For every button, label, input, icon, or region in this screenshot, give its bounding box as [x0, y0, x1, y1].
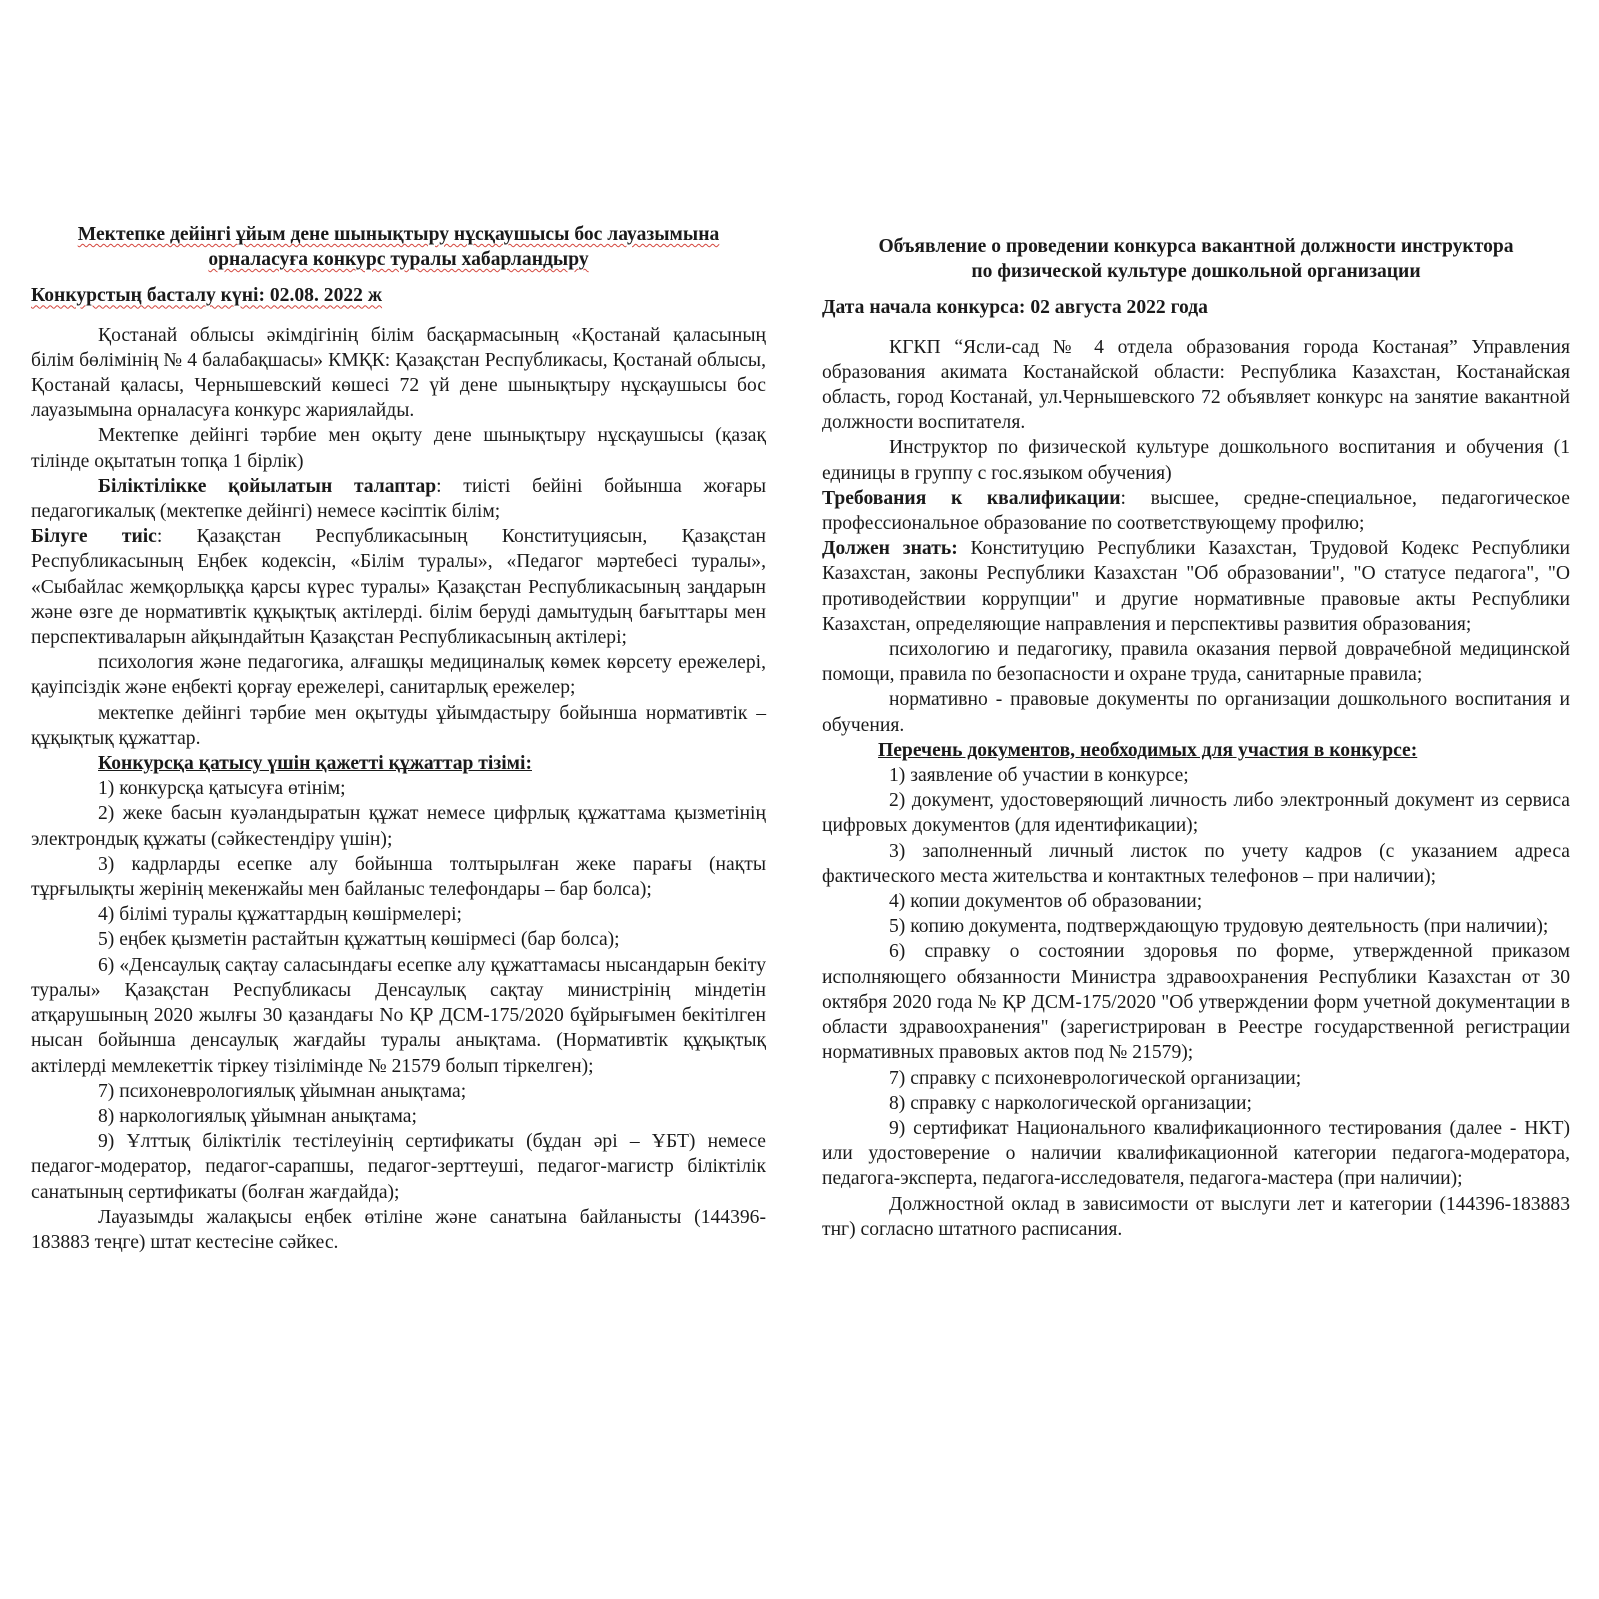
russian-requirements-label: Требования к квалификации	[822, 487, 1121, 509]
kazakh-announcement-column	[31, 222, 766, 1255]
russian-knowledge-label: Должен знать:	[822, 538, 958, 560]
russian-title-line-2: по физической культуре дошкольной организации	[971, 261, 1421, 283]
kazakh-doc-item-3: 3) кадрларды есепке алу бойынша толтырылған жеке парағы (нақты тұрғылықты жерінің мекенжайы мен байланыс телефондары – бар болса);	[31, 853, 766, 901]
kazakh-knowledge-paragraph	[31, 524, 766, 650]
russian-intro-paragraph: КГКП “Ясли-сад № 4 отдела образования города Костаная” Управления образования акимата Костанайской области: Республика Казахстан, Костанайская область, город Костанай, ул.Чернышевского 72 объявляет конкурс на занятие вакантной должности воспитателя.	[822, 336, 1570, 434]
kazakh-intro-paragraph: Қостанай облысы әкімдігінің білім басқармасының «Қостанай қаласының білім бөлімінің № 4 балабақшасы» КМҚК: Қазақстан Республикасы, Қостанай облысы, Қостанай қаласы, Чернышевский көшесі 72 үй дене шынықтыру нұсқаушысы бос лауазымына орналасуға конкурс жариялайды.	[31, 324, 766, 422]
kazakh-doc-item-1: 1) конкурсқа қатысуға өтінім;	[98, 778, 346, 800]
russian-doc-item-4: 4) копии документов об образовании;	[889, 891, 1203, 913]
russian-start-date: Дата начала конкурса: 02 августа 2022 года	[822, 297, 1208, 319]
kazakh-title	[31, 222, 766, 272]
russian-doc-item-8: 8) справку с наркологической организации;	[889, 1092, 1252, 1114]
russian-requirements-text: : высшее, средне-специальное, педагогическое профессиональное образование по соответствующему профилю;	[822, 487, 1570, 535]
russian-salary-paragraph: Должностной оклад в зависимости от выслуги лет и категории (144396-183883 тнг) согласно штатного расписания.	[822, 1193, 1570, 1240]
kazakh-doc-item-8: 8) наркологиялық ұйымнан анықтама;	[98, 1105, 417, 1127]
kazakh-doc-item-4: 4) білімі туралы құжаттардың көшірмелері;	[98, 904, 462, 926]
russian-title-line-1: Объявление о проведении конкурса вакантной должности инструктора	[878, 236, 1514, 257]
kazakh-knowledge-text: : Қазақстан Республикасының Конституциясын, Қазақстан Республикасының Еңбек кодексін, «Білім туралы», «Педагог мәртебесі туралы», «Сыбайлас жемқорлыққа қарсы күрес туралы» Қазақстан Республикасының заңдарын және өзге де нормативтік құқықтық актілерді. білім беруді дамытудың бағыттары мен перспективаларын айқындайтын Қазақстан Республикасының актілері;	[31, 526, 767, 649]
kazakh-knowledge-label: Білуге тиіс	[31, 526, 157, 548]
kazakh-knowledge-paragraph-3: мектепке дейінгі тәрбие мен оқытуды ұйымдастыру бойынша нормативтік – құқықтық құжаттар.	[31, 702, 766, 749]
kazakh-documents-heading: Конкурсқа қатысу үшін қажетті құжаттар тізімі:	[98, 753, 532, 775]
kazakh-knowledge-paragraph-2: психология және педагогика, алғашқы медициналық көмек көрсету ережелері, қауіпсіздік және еңбекті қорғау ережелері, санитарлық ережелер;	[31, 652, 766, 699]
russian-title	[822, 234, 1570, 284]
kazakh-title-line-2: орналасуға конкурс туралы хабарландыру	[208, 249, 589, 271]
kazakh-doc-item-7: 7) психоневрологиялық ұйымнан анықтама;	[98, 1080, 467, 1102]
russian-doc-item-3: 3) заполненный личный листок по учету кадров (с указанием адреса фактического места жительства и контактных телефонов – при наличии);	[822, 840, 1570, 887]
kazakh-requirements-label: Біліктілікке қойылатын талаптар	[98, 475, 437, 497]
russian-knowledge-paragraph-2: психологию и педагогику, правила оказания первой доврачебной медицинской помощи, правила по безопасности и охране труда, санитарные правила;	[822, 639, 1570, 686]
kazakh-start-date: Конкурстың басталу күні: 02.08. 2022 ж	[31, 285, 383, 307]
russian-requirements-paragraph	[822, 486, 1570, 536]
russian-knowledge-text: Конституцию Республики Казахстан, Трудовой Кодекс Республики Казахстан, законы Республики Казахстан "Об образовании", "О статусе педагога", "О противодействии коррупции" и другие нормативные правовые акты Республики Казахстан, определяющие направления и перспективы развития образования;	[822, 538, 1570, 635]
kazakh-doc-item-6: 6) «Денсаулық сақтау саласындағы есепке алу құжаттамасы нысандарын бекіту туралы» Қазақстан Республикасы Денсаулық сақтау министрінің міндетін атқарушының 2020 жылғы 30 қазандағы No ҚР ДСМ-175/2020 бұйрығымен бекітілген нысан бойынша денсаулық жағдайы туралы анықтама. (Нормативтік құқықтық актілерді мемлекеттік тіркеу тізілімінде № 21579 болып тіркелген);	[31, 954, 766, 1077]
russian-doc-item-1: 1) заявление об участии в конкурсе;	[889, 765, 1189, 787]
kazakh-title-line-1: Мектепке дейінгі ұйым дене шынықтыру нұсқаушысы бос лауазымына	[77, 224, 720, 245]
russian-doc-item-5: 5) копию документа, подтверждающую трудовую деятельность (при наличии);	[889, 916, 1549, 938]
russian-doc-item-2: 2) документ, удостоверяющий личность либо электронный документ из сервиса цифровых документов (для идентификации);	[822, 790, 1570, 837]
russian-position-paragraph: Инструктор по физической культуре дошкольного воспитания и обучения (1 единицы в группу с гос.языком обучения)	[822, 437, 1570, 484]
russian-knowledge-paragraph	[822, 536, 1570, 637]
kazakh-requirements-text: : тиісті бейіні бойынша жоғары педагогикалық (мектепке дейінгі) немесе кәсіптік білім;	[31, 475, 766, 523]
russian-doc-item-9: 9) сертификат Национального квалификационного тестирования (далее - НКТ) или удостоверение о наличии квалификационной категории педагога-модератора, педагога-эксперта, педагога-исследователя, педагога-мастера (при наличии);	[822, 1117, 1570, 1190]
russian-doc-item-7: 7) справку с психоневрологической организации;	[889, 1067, 1302, 1089]
russian-knowledge-paragraph-3: нормативно - правовые документы по организации дошкольного воспитания и обучения.	[822, 689, 1570, 736]
russian-documents-heading: Перечень документов, необходимых для участия в конкурсе:	[878, 739, 1418, 761]
kazakh-salary-paragraph: Лауазымды жалақысы еңбек өтіліне және санатына байланысты (144396-183883 теңге) штат кестесіне сәйкес.	[31, 1206, 766, 1253]
kazakh-requirements-paragraph	[31, 474, 766, 524]
russian-announcement-column	[822, 234, 1570, 1242]
russian-doc-item-6: 6) справку о состоянии здоровья по форме, утвержденной приказом исполняющего обязанности Министра здравоохранения Республики Казахстан от 30 октября 2020 года № ҚР ДСМ-175/2020 "Об утверждении форм учетной документации в области здравоохранения" (зарегистрирован в Реестре государственной регистрации нормативных правовых актов под № 21579);	[822, 941, 1570, 1064]
kazakh-doc-item-5: 5) еңбек қызметін растайтын құжаттың көшірмесі (бар болса);	[98, 929, 620, 951]
kazakh-position-paragraph: Мектепке дейінгі тәрбие мен оқыту дене шынықтыру нұсқаушысы (қазақ тілінде оқытатын топқа 1 бірлік)	[31, 425, 766, 472]
kazakh-doc-item-2: 2) жеке басын куәландыратын құжат немесе цифрлық құжаттама қызметінің электрондық құжаты (сәйкестендіру үшін);	[31, 803, 766, 850]
kazakh-doc-item-9: 9) Ұлттық біліктілік тестілеуінің сертификаты (бұдан әрі – ҰБТ) немесе педагог-модератор, педагог-сарапшы, педагог-зерттеуші, педагог-магистр біліктілік санатының сертификаты (болған жағдайда);	[31, 1131, 766, 1203]
